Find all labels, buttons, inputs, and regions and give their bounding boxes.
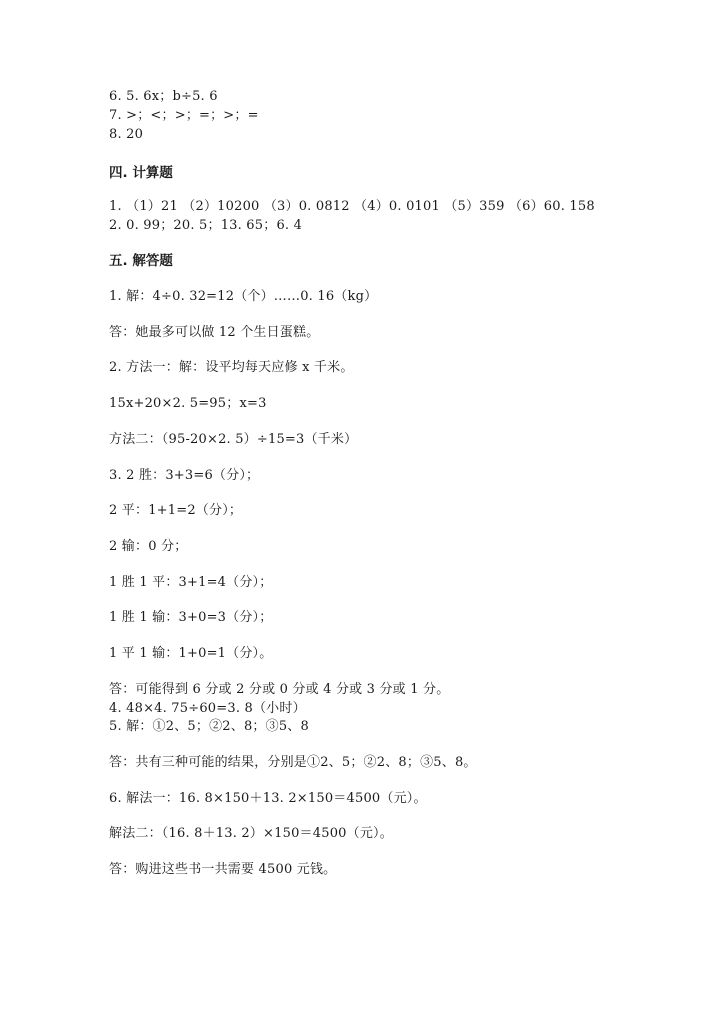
section-5-heading: 五. 解答题 [109,253,173,269]
solution-2-method-1: 2. 方法一：解：设平均每天应修 x 千米。 [109,360,354,375]
solution-6-method-2: 解法二：（16. 8＋13. 2）×150＝4500（元）。 [109,826,393,841]
solution-1-answer: 答：她最多可以做 12 个生日蛋糕。 [109,325,320,340]
solution-3-case-5: 1 胜 1 输：3+0=3（分）； [109,610,273,625]
answer-line-8: 8. 20 [109,127,144,142]
calc-answer-2: 2. 0. 99；20. 5；13. 65；6. 4 [109,218,303,233]
solution-3-case-4: 1 胜 1 平：3+1=4（分）； [109,575,273,590]
solution-3-case-3: 2 输：0 分； [109,539,188,554]
answer-line-6: 6. 5. 6x；b÷5. 6 [109,89,218,104]
solution-1: 1. 解：4÷0. 32=12（个）……0. 16（kg） [109,289,378,304]
solution-3-answer: 答：可能得到 6 分或 2 分或 0 分或 4 分或 3 分或 1 分。 [109,682,450,697]
solution-3-case-6: 1 平 1 输：1+0=1（分）。 [109,646,273,661]
solution-2-equation: 15x+20×2. 5=95；x=3 [109,396,267,411]
solution-6-method-1: 6. 解法一：16. 8×150＋13. 2×150＝4500（元）。 [109,791,427,806]
answer-line-7: 7. >；<；>；=；>；= [109,108,259,123]
solution-6-answer: 答：购进这些书一共需要 4500 元钱。 [109,862,337,877]
solution-4: 4. 48×4. 75÷60=3. 8（小时） [109,701,306,716]
calc-answer-1: 1. （1）21 （2）10200 （3）0. 0812 （4）0. 0101 （5）359 （6）60. 158 [109,199,595,214]
solution-2-method-2: 方法二：（95-20×2. 5）÷15=3（千米） [109,432,358,447]
solution-5-answer: 答：共有三种可能的结果，分别是①2、5；②2、8；③5、8。 [109,755,477,770]
solution-3-case-1: 3. 2 胜：3+3=6（分）； [109,468,260,483]
section-4-heading: 四. 计算题 [109,165,173,181]
solution-5: 5. 解：①2、5；②2、8；③5、8 [109,719,309,734]
solution-3-case-2: 2 平：1+1=2（分）； [109,503,243,518]
